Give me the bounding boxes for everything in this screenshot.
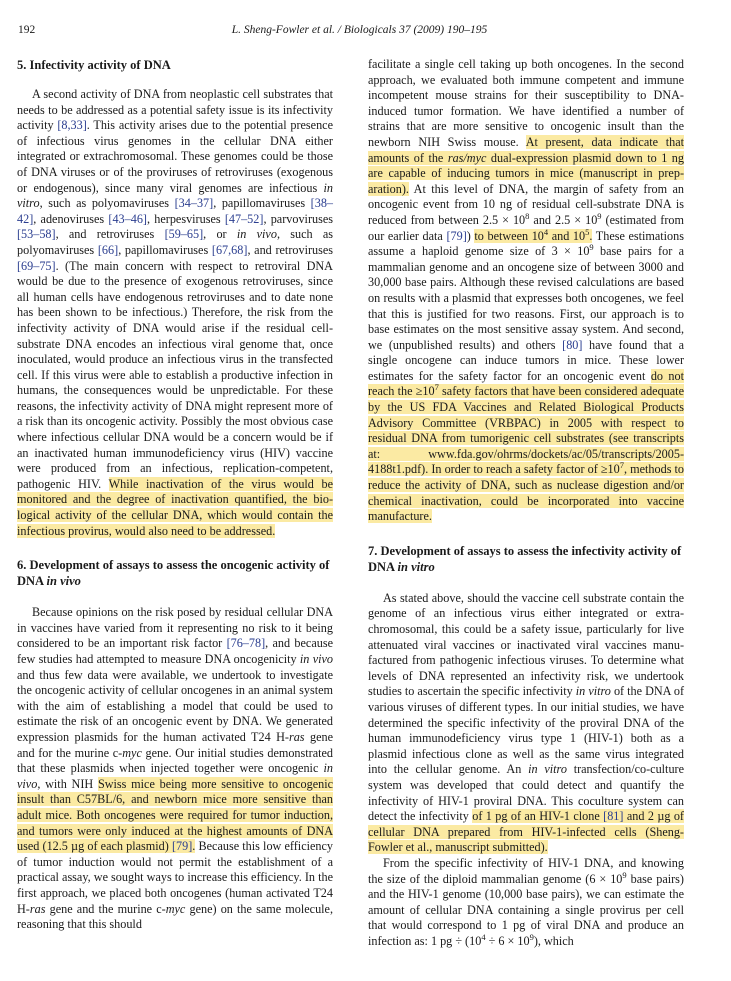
citation-link[interactable]: [8,33] bbox=[57, 118, 87, 133]
section-7-paragraph-2: From the specific infectivity of HIV-1 DNA, and knowing the size of the diploid mammalian genome ($6 \times 10^9$ base pairs) and the HIV-1 genome (10,000 base pairs), we can estimate the amount of cellular DNA containing a single provirus per cell that would correspond to 1 pg of viral DNA and produce an infection as: 1 pg ÷ $(10^4 \div 6 \times 10^9)$, which bbox=[368, 855, 684, 948]
citation-link[interactable]: [47–52] bbox=[224, 211, 264, 226]
section-6-paragraph: Because opinions on the risk posed by residual cellular DNA in vaccines have varied from it representing no risk to it being considered to be an important risk factor [76–78], and because few studies had attempted to measure DNA oncogenicity in vivo and thus few data were available, we undertook to investigate the oncogenic activity of cellular oncogenes in an animal system with the aim of establishing a model that could be used to estimate the risk of an oncogenic event by DNA. We generated expression plasmids for the human activated T24 H-ras gene and for the murine c-myc gene. Our initial studies demonstrated that these plasmids when injected together were oncogenic in vivo, with NIH Swiss mice being more sensitive to oncogenic insult than C57BL/6, and newborn mice more sensitive than adult mice. Both oncogenes were required for tumor induction, and tumors were only induced at the highest amounts of DNA used (12.5 µg of each plasmid) [79]. Because this low efficiency of tumor induction would not permit the establishment of a practical assay, we sought ways to increase this efficiency. In the first approach, we placed both oncogenes (human activated T24 H-ras gene and the murine c-myc gene) on the same molecule, reasoning that this should bbox=[17, 605, 334, 932]
right-column bbox=[368, 57, 684, 949]
highlighted-passage: to between $10^4$ and $10^5$. bbox=[474, 226, 593, 243]
citation-link[interactable]: [80] bbox=[562, 337, 583, 352]
citation-link[interactable]: [38–42] bbox=[17, 196, 334, 226]
citation-link[interactable]: [69–75] bbox=[17, 258, 56, 273]
highlighted-passage: While inactivation of the virus would be monitored and the degree of inactivation quantified, the biological activity of the cellular DNA, which would contain the infectious provirus, would also need to be addressed. bbox=[17, 476, 334, 538]
citation-link[interactable]: [76–78] bbox=[226, 636, 266, 651]
citation-link[interactable]: [66] bbox=[97, 242, 119, 257]
citation-link[interactable]: [34–37] bbox=[174, 196, 214, 211]
section-5-paragraph: A second activity of DNA from neoplastic cell substrates that needs to be addressed as a potential safety issue is its infectivity activity [8,33]. This activity arises due to the potential presence of infectious virus genomes in the cellular DNA either integrated or extrachromosomal. These genomes could be those of DNA viruses or of the proviruses of retroviruses (exogenous or endogenous), since many viral genomes are infectious in vitro, such as polyomaviruses [34–37], papillomaviruses [38–42], adenoviruses [43–46], herpesviruses [47–52], parvoviruses [53–58], and retroviruses [59–65], or in vivo, such as polyomaviruses [66], papillomaviruses [67,68], and retroviruses [69–75]. (The main concern with respect to retroviral DNA would be due to the presence of exogenous retroviruses, since all human cells have endogenous retroviruses and to date none has been shown to be infectious.) Therefore, the risk from the infectivity activity of DNA would arise if the residual cell-substrate DNA encodes an infectious viral genome that, once inoculated, would produce an infectious virus in the transfected cell. If this virus were able to establish a productive infection in humans, the consequences would be unpredictable. For these reasons, the infectivity activity of DNA might represent more of a risk than its oncogenic activity. Possibly the most obvious case where infectious cellular DNA would be a concern would be if an inactivated human immunodeficiency virus (HIV) vaccine were produced from an infectious, replication-competent, pathogenic HIV. While inactivation of the virus would be monitored and the degree of inactivation quantified, the biological activity of the cellular DNA, which would contain the infectious provirus, would also need to be addressed. bbox=[17, 87, 334, 538]
section-5-heading: 5. Infectivity activity of DNA bbox=[17, 58, 171, 72]
highlighted-passage: do not reach the $\ge 10^7$ safety factors that have been considered adequate by the US FDA Vaccines and Related Biological Products Advisory Committee (VRBPAC) in 2005 with respect to residual DNA from tumorigenic cell substrates (see transcripts at: www.fda.gov/ohrms/dockets/ac/05/transcripts/2005-4188t1.pdf). In order to reach a safety factor of $\ge 10^7$, methods to reduce the activity of DNA, such as nuclease digestion and/or chemical inactivation, could be incorporated into vaccine manufacture. bbox=[368, 368, 685, 524]
section-7-paragraph: As stated above, should the vaccine cell substrate contain the genome of an infectious virus either integrated or extrachromosomal, this could be a safety issue, particularly for live attenuated viral vaccines or inactivated viral vaccines manufactured from pathogenic infectious viruses. To determine what levels of DNA represented an infectivity risk, we undertook studies to ascertain the specific infectivity in vitro of the DNA of various viruses of different types. In our initial studies, we have determined the specific infectivity of the proviral DNA of the human immunodeficiency virus type 1 (HIV-1) both as a plasmid infectious clone as well as the same virus integrated into the cellular genome. An in vitro transfection/co-culture system was developed that could detect and quantify the infectivity of HIV-1 proviral DNA. This coculture system can detect the infectivity of 1 pg of an HIV-1 clone [81] and 2 µg of cellular DNA prepared from HIV-1-infected cells (Sheng-Fowler et al., manuscript submitted). bbox=[368, 590, 685, 855]
left-column bbox=[17, 57, 333, 933]
citation-link[interactable]: [53–58] bbox=[17, 227, 56, 242]
page-header bbox=[18, 24, 701, 40]
citation-link[interactable]: [79] bbox=[171, 839, 193, 854]
running-title: L. Sheng-Fowler et al. / Biologicals 37 (2009) 190–195 bbox=[231, 24, 488, 36]
page-number: 192 bbox=[18, 24, 36, 36]
highlighted-passage: At present, data indicate that amounts of the ras/myc dual-expression plasmid down to 1 ng are capable of inducing tumors in mice (manuscript in preparation). bbox=[368, 134, 684, 196]
citation-link[interactable]: [43–46] bbox=[108, 211, 147, 226]
highlighted-passage: Swiss mice being more sensitive to oncogenic insult than C57BL/6, and newborn mice more sensitive than adult mice. Both oncogenes were required for tumor induction, and tumors were only induced at the highest amounts of DNA used (12.5 µg of each plasmid) bbox=[17, 776, 333, 854]
section-7-heading: 7. Development of assays to assess the infectivity activity of DNA in vitro bbox=[368, 543, 682, 574]
citation-link[interactable]: [67,68] bbox=[211, 242, 248, 257]
section-6-heading: 6. Development of assays to assess the oncogenic activity of DNA in vivo bbox=[17, 558, 330, 589]
citation-link[interactable]: [59–65] bbox=[164, 227, 204, 242]
citation-link[interactable]: [81] bbox=[603, 809, 624, 824]
citation-link[interactable]: [79] bbox=[446, 228, 467, 243]
highlighted-passage: of 1 pg of an HIV-1 clone [81] and 2 µg of cellular DNA prepared from HIV-1-infected cells (Sheng-Fowler et al., manuscript submitted). bbox=[368, 809, 684, 855]
continued-paragraph: facilitate a single cell taking up both oncogenes. In the second approach, we evaluated both immune competent and immune incompetent mouse strains for their susceptibility to DNA-induced tumor formation. We have identified a number of strains that are more sensitive to oncogenic insult than the newborn NIH Swiss mouse. At present, data indicate that amounts of the ras/myc dual-expression plasmid down to 1 ng are capable of inducing tumors in mice (manuscript in preparation). At this level of DNA, the margin of safety from an oncogenic event from 10 ng of residual cell-substrate DNA is reduced from between $2.5 \times 10^8$ and $2.5 \times 10^9$ (estimated from our earlier data [79]) to between $10^4$ and $10^5$. These estimations assume a haploid genome size of $3 \times 10^9$ base pairs for a mammalian genome and an oncogene size of between 3000 and 30,000 base pairs. Although these revised calculations are based on results with a plasmid that expresses both oncogenes, we feel that this is justified for two reasons. First, our approach is to base estimates on the most sensitive assay system. And second, we (unpublished results) and others [80] have found that a single oncogene can induce tumors in mice. These lower estimates for the safety factor for an oncogenic event do not reach the $\ge 10^7$ safety factors that have been considered adequate by the US FDA Vaccines and Related Biological Products Advisory Committee (VRBPAC) in 2005 with respect to residual DNA from tumorigenic cell substrates (see transcripts at: www.fda.gov/ohrms/dockets/ac/05/transcripts/2005-4188t1.pdf). In order to reach a safety factor of $\ge 10^7$, methods to reduce the activity of DNA, such as nuclease digestion and/or chemical inactivation, could be incorporated into vaccine manufacture. bbox=[368, 57, 685, 524]
